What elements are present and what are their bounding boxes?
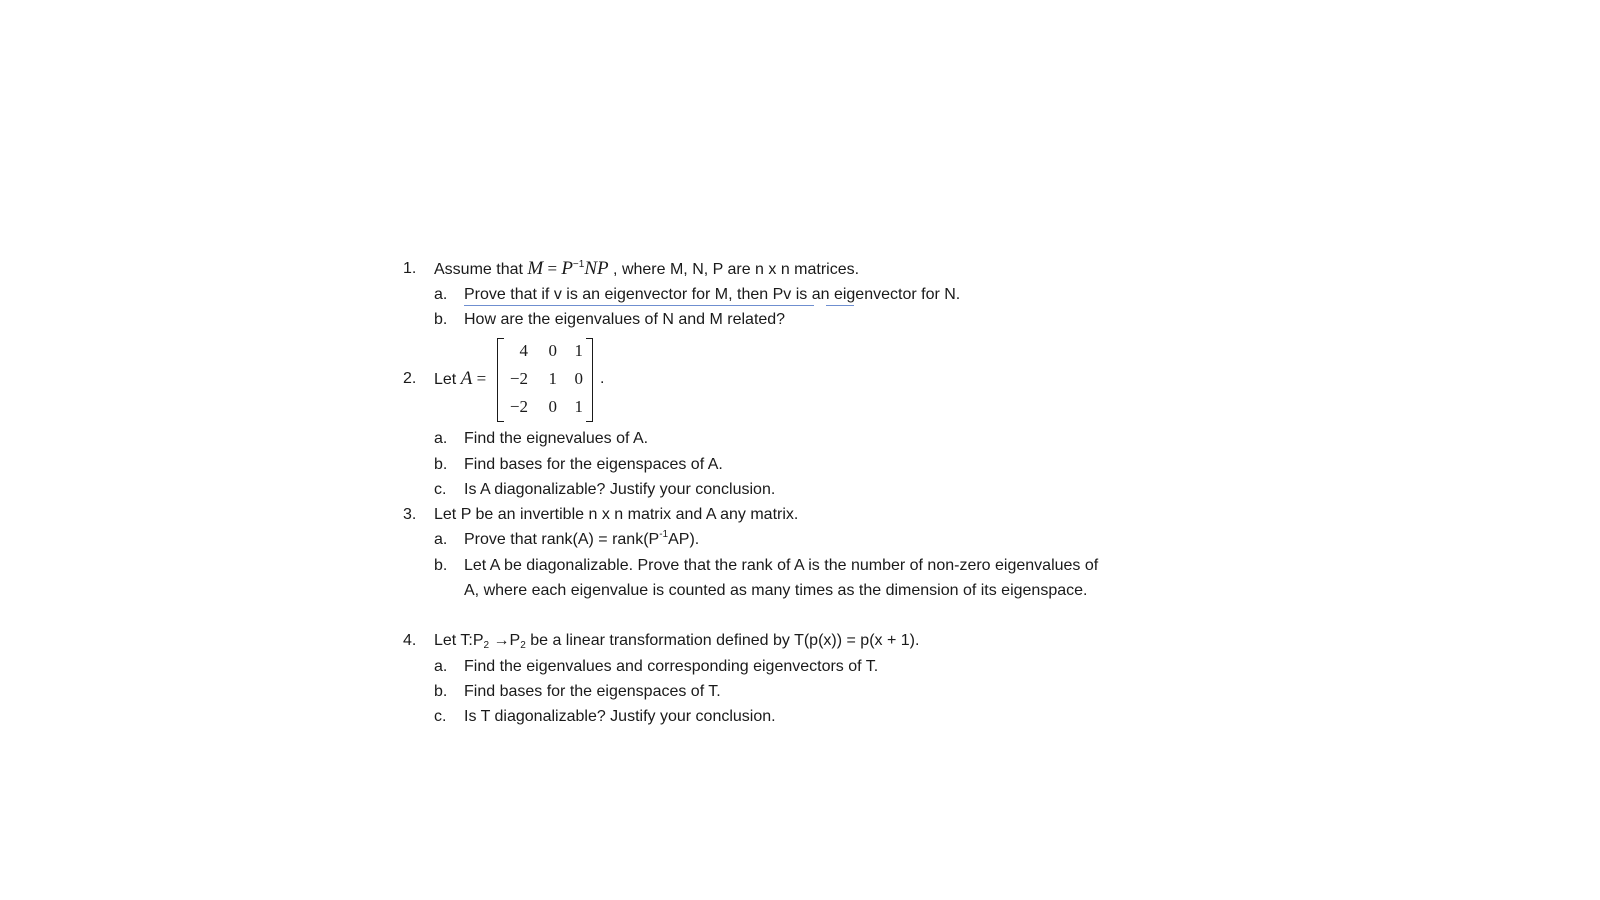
part-label: a. [434,658,448,675]
math-p: P [561,258,573,279]
math-equals: = [543,259,562,278]
blue-underline [826,305,854,306]
matrix-right-bracket [586,338,593,422]
part-text: Find the eignevalues of A. [464,430,649,447]
subscript: 2 [520,640,526,651]
arrow: →P [489,632,521,649]
matrix-cell: 4 [519,341,528,360]
problem-lead: Let [434,371,457,388]
part-label: a. [434,286,448,303]
problem-statement [434,259,859,280]
part-label: a. [434,531,448,548]
math-m: M [527,258,544,279]
part-label: b. [434,311,448,328]
part-text: Find the eigenvalues and corresponding eigenvectors of T. [464,658,879,675]
matrix-cell: 1 [548,369,557,388]
part-label: c. [434,708,447,725]
part-text-pre: Prove that rank(A) = rank(P [464,531,660,548]
matrix-cell: −2 [509,397,528,416]
problem-number: 2. [403,370,417,387]
part-label: b. [434,683,448,700]
part-label: b. [434,456,448,473]
subscript: 2 [483,640,490,651]
matrix-cell: 0 [548,341,557,360]
matrix-period: . [600,370,605,387]
problem-lead: Assume that [434,261,523,278]
problem-statement [434,369,486,390]
part-text: Is T diagonalizable? Justify your conclusion. [464,708,776,725]
part-text: Prove that if v is an eigenvector for M, then Pv is an eigenvector for N. [464,286,961,303]
part-text: Is A diagonalizable? Justify your conclusion. [464,481,776,498]
part-text: Find bases for the eigenspaces of T. [464,683,721,700]
matrix-cell: 0 [574,369,583,388]
problem-tail: , where M, N, P are n x n matrices. [608,261,860,278]
part-text: Find bases for the eigenspaces of A. [464,456,723,473]
statement-pre: Let T:P [434,632,484,649]
matrix-left-bracket [497,338,504,422]
part-text-line-2: A, where each eigenvalue is counted as many times as the dimension of its eigenspace. [464,582,1088,599]
problem-statement [434,631,919,651]
part-text-post: AP). [668,531,700,548]
problem-number: 4. [403,632,417,649]
matrix-cell: 1 [574,397,583,416]
problem-statement: Let P be an invertible n x n matrix and A any matrix. [434,506,799,523]
inverse-exponent: -1 [659,529,669,540]
blue-underline [464,305,814,306]
part-text-line-1: Let A be diagonalizable. Prove that the rank of A is the number of non-zero eigenvalues of [464,557,1099,574]
matrix-cell: −2 [509,369,528,388]
math-np: NP [584,258,609,279]
math-equals: = [472,369,487,388]
matrix-cell: 1 [574,341,583,360]
part-label: c. [434,481,447,498]
part-text [464,530,699,550]
matrix-a [497,336,593,422]
part-label: a. [434,430,448,447]
math-a: A [460,368,473,389]
part-label: b. [434,557,448,574]
problem-number: 3. [403,506,417,523]
part-text: How are the eigenvalues of N and M related? [464,311,786,328]
statement-post: be a linear transformation defined by T(p(x)) = p(x + 1). [525,632,920,649]
matrix-cell: 0 [548,397,557,416]
math-inverse-exponent: −1 [572,259,585,270]
problem-number: 1. [403,260,417,277]
